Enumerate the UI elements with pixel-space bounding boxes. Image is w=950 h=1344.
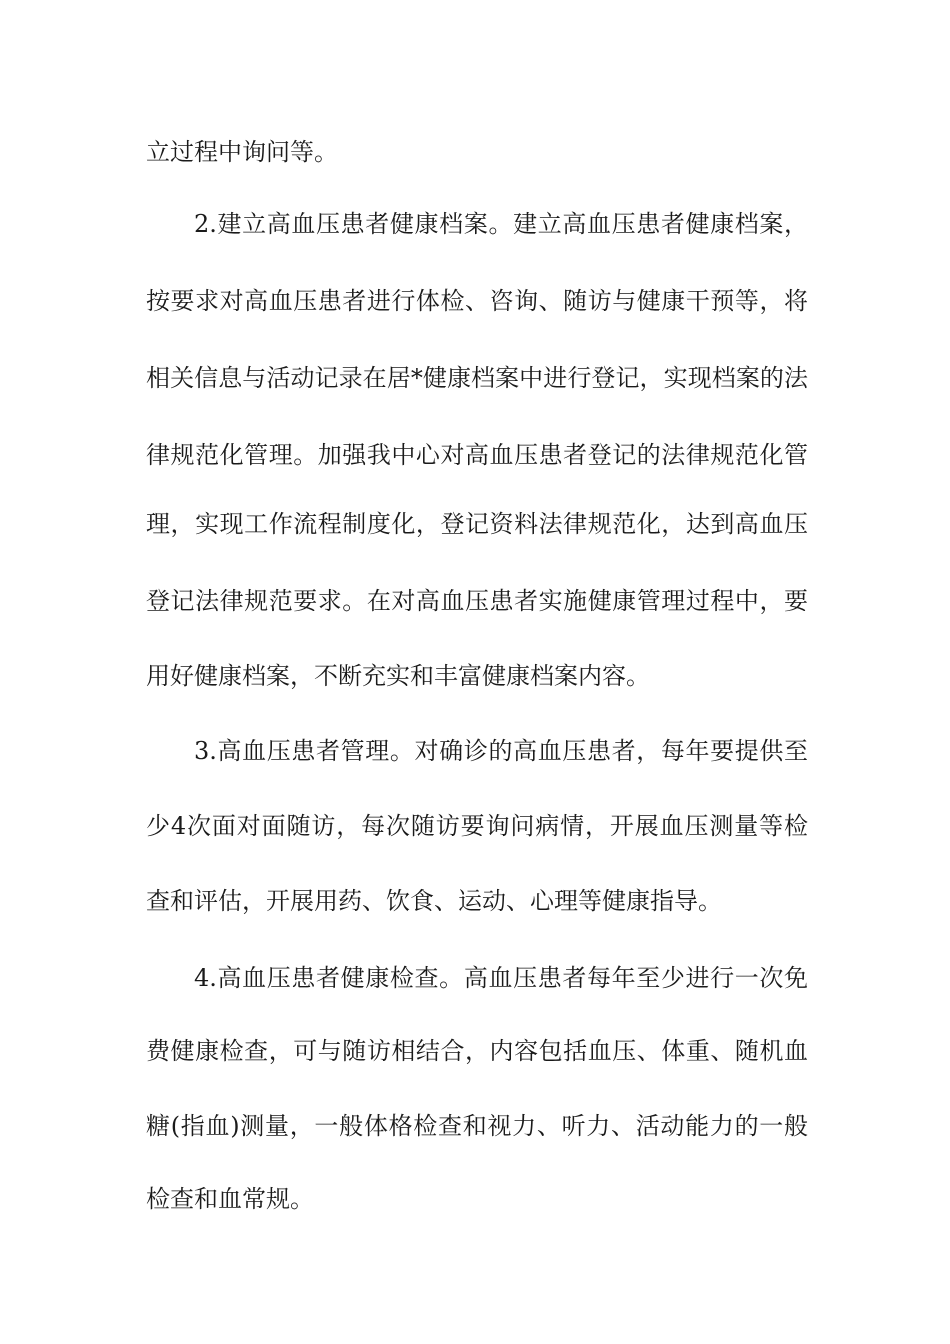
paragraph-2-line-6: 登记法律规范要求。在对高血压患者实施健康管理过程中，要 (146, 587, 808, 615)
paragraph-2-line-1: 2.建立高血压患者健康档案。建立高血压患者健康档案， (194, 210, 808, 238)
paragraph-4-line-3: 糖(指血)测量，一般体格检查和视力、听力、活动能力的一般 (146, 1112, 808, 1140)
paragraph-2-line-5: 理，实现工作流程制度化，登记资料法律规范化，达到高血压 (146, 510, 808, 538)
paragraph-3-line-3: 查和评估，开展用药、饮食、运动、心理等健康指导。 (146, 887, 722, 915)
paragraph-4-line-2: 费健康检查，可与随访相结合，内容包括血压、体重、随机血 (146, 1037, 808, 1065)
paragraph-1-line-1: 立过程中询问等。 (146, 138, 338, 166)
paragraph-2-line-3: 相关信息与活动记录在居*健康档案中进行登记，实现档案的法 (146, 364, 808, 392)
paragraph-2-line-4: 律规范化管理。加强我中心对高血压患者登记的法律规范化管 (146, 441, 808, 469)
paragraph-2-line-7: 用好健康档案，不断充实和丰富健康档案内容。 (146, 662, 650, 690)
paragraph-2-line-2: 按要求对高血压患者进行体检、咨询、随访与健康干预等，将 (146, 287, 808, 315)
paragraph-3-line-1: 3.高血压患者管理。对确诊的高血压患者，每年要提供至 (194, 737, 808, 765)
paragraph-4-line-1: 4.高血压患者健康检查。高血压患者每年至少进行一次免 (194, 964, 808, 992)
paragraph-3-line-2: 少4次面对面随访，每次随访要询问病情，开展血压测量等检 (146, 812, 808, 840)
paragraph-4-line-4: 检查和血常规。 (146, 1185, 314, 1213)
